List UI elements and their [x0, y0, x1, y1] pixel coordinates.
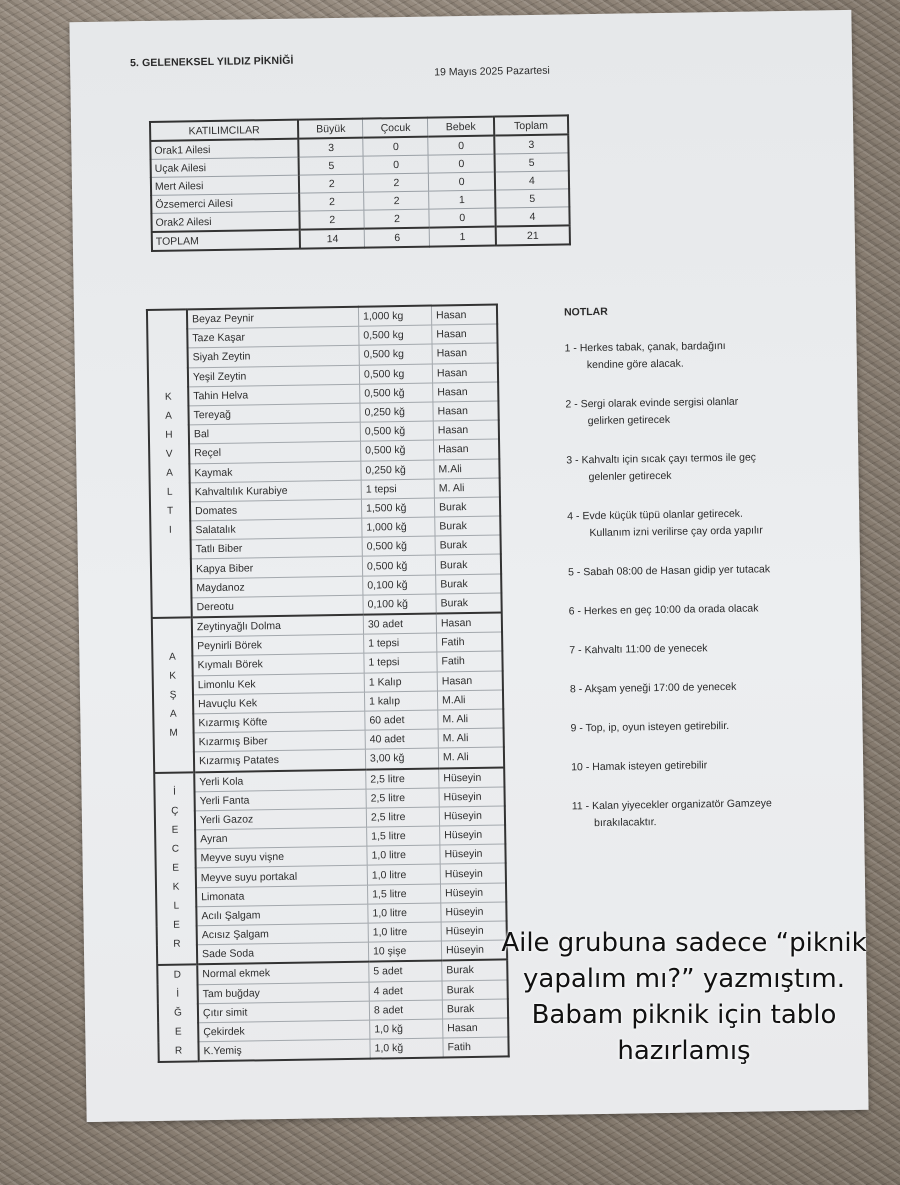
item-assignee: Hasan	[437, 671, 503, 691]
note-item	[569, 638, 839, 659]
note-number: 5 -	[568, 566, 581, 579]
adult-count: 5	[299, 156, 364, 175]
grand-total: 21	[496, 225, 570, 245]
note-text-continued: gelenler getirecek	[588, 469, 672, 484]
baby-count: 0	[429, 172, 495, 191]
item-assignee: Hasan	[433, 420, 499, 440]
item-assignee: Hüseyin	[439, 806, 505, 826]
note-number: 6 -	[568, 605, 582, 618]
item-name: Reçel	[189, 442, 361, 464]
family-name: Mert Ailesi	[151, 175, 299, 195]
item-quantity: 1,0 kğ	[370, 1019, 443, 1039]
item-assignee: Hüseyin	[440, 844, 506, 864]
category-label-i̇çecekler	[154, 772, 197, 965]
baby-count: 1	[429, 190, 495, 209]
adult-count: 2	[299, 174, 364, 193]
item-assignee: Hüseyin	[441, 921, 507, 941]
item-name: Limonlu Kek	[193, 673, 365, 695]
note-text: Akşam yeneği 17:00 de yenecek	[584, 680, 737, 696]
category-label-di̇ğer	[157, 965, 199, 1063]
item-quantity: 8 adet	[369, 1000, 442, 1020]
item-quantity: 0,100 kğ	[363, 594, 436, 615]
category-label-akşam	[152, 617, 194, 772]
note-text: Kahvaltı için sıcak çayı termos ile geç	[581, 451, 757, 467]
item-assignee: Fatih	[437, 651, 503, 671]
item-quantity: 1,0 litre	[367, 864, 440, 884]
note-number: 11 -	[571, 800, 590, 813]
item-name: Yeşil Zeytin	[188, 365, 360, 387]
category-letter: T	[166, 505, 174, 517]
item-name: Tam buğday	[198, 982, 370, 1004]
item-assignee: Hasan	[443, 1018, 509, 1038]
col-header-participants: KATILIMCILAR	[150, 120, 298, 141]
item-name: Limonata	[196, 885, 368, 907]
note-number: 9 -	[570, 722, 583, 735]
category-letter: H	[165, 429, 173, 441]
item-name: Domates	[190, 499, 362, 521]
item-quantity: 1,0 litre	[367, 845, 440, 865]
item-name: Tahin Helva	[188, 384, 360, 406]
category-letter: E	[172, 863, 180, 875]
item-quantity: 1,000 kg	[358, 306, 431, 327]
item-assignee: Burak	[435, 516, 501, 536]
item-name: Normal ekmek	[197, 962, 369, 984]
note-number: 1 -	[564, 342, 577, 355]
row-total: 3	[494, 134, 568, 154]
item-assignee: Fatih	[437, 632, 503, 652]
note-number: 10 -	[571, 761, 590, 774]
item-name: Salatalık	[190, 518, 362, 540]
item-assignee: Burak	[442, 980, 508, 1000]
item-quantity: 1 Kalıp	[364, 672, 437, 692]
child-count: 2	[364, 209, 429, 229]
baby-count: 0	[428, 154, 494, 173]
family-name: Özsemerci Ailesi	[151, 193, 299, 213]
item-assignee: Hasan	[436, 612, 502, 633]
item-name: Kapya Biber	[191, 557, 363, 579]
item-name: Maydanoz	[191, 576, 363, 598]
caption-line: Aile grubuna sadece “piknik	[501, 928, 867, 958]
item-name: Yerli Fanta	[195, 789, 367, 811]
note-item	[570, 716, 840, 737]
category-letter: C	[171, 844, 180, 856]
notes-list	[564, 336, 842, 832]
item-assignee: M.Ali	[437, 690, 503, 710]
category-letter: A	[169, 708, 177, 720]
item-quantity: 0,500 kg	[359, 344, 432, 364]
participants-table	[149, 114, 571, 252]
item-assignee: Hasan	[432, 363, 498, 383]
adult-count: 2	[299, 210, 364, 230]
note-item	[572, 794, 843, 832]
adult-count: 2	[299, 192, 364, 211]
category-letter: R	[174, 1045, 183, 1058]
item-quantity: 4 adet	[369, 981, 442, 1001]
item-name: Yerli Gazoz	[195, 808, 367, 830]
family-name: Orak2 Ailesi	[151, 211, 299, 232]
category-letter: R	[173, 939, 181, 951]
item-assignee: M.Ali	[434, 459, 500, 479]
note-item	[569, 599, 839, 620]
caption-line: hazırlamış	[617, 1036, 751, 1066]
item-assignee: Hüseyin	[440, 883, 506, 903]
item-assignee: Hüseyin	[441, 940, 507, 961]
item-assignee: Burak	[442, 960, 508, 981]
note-item	[570, 677, 840, 698]
item-assignee: Burak	[435, 535, 501, 555]
item-name: Beyaz Peynir	[187, 307, 359, 329]
item-row	[158, 1037, 508, 1062]
item-assignee: Hüseyin	[440, 825, 506, 845]
note-text: Kahvaltı 11:00 de yenecek	[584, 642, 708, 657]
item-name: Tatlı Biber	[191, 537, 363, 559]
category-letter: E	[171, 825, 179, 837]
category-letter: D	[173, 969, 182, 982]
total-child: 6	[365, 228, 430, 248]
note-item	[568, 560, 838, 581]
item-name: Kızarmış Köfte	[193, 711, 365, 733]
note-item	[567, 504, 838, 542]
item-quantity: 1 kalıp	[364, 691, 437, 711]
col-header-baby: Bebek	[428, 117, 494, 137]
item-name: Peynirli Börek	[192, 634, 364, 656]
category-letter: I	[168, 524, 172, 536]
item-quantity: 1,0 kğ	[370, 1038, 443, 1059]
item-name: Dereotu	[191, 595, 363, 617]
item-quantity: 0,500 kg	[359, 325, 432, 345]
family-name: Uçak Ailesi	[151, 157, 299, 177]
child-count: 2	[364, 173, 429, 192]
note-item	[564, 336, 835, 374]
note-number: 7 -	[569, 644, 582, 657]
item-assignee: Burak	[442, 999, 508, 1019]
row-total: 4	[495, 171, 569, 190]
category-letter: Ğ	[174, 1007, 182, 1020]
item-name: Taze Kaşar	[187, 326, 359, 348]
row-total: 5	[495, 189, 569, 208]
note-text-continued: kendine göre alacak.	[586, 357, 684, 372]
item-assignee: Hüseyin	[439, 787, 505, 807]
item-quantity: 0,250 kğ	[361, 460, 434, 480]
category-letter: İ	[173, 787, 176, 799]
item-assignee: Burak	[436, 593, 502, 614]
category-letter: K	[164, 391, 172, 403]
item-quantity: 1 tepsi	[361, 479, 434, 499]
category-letter: A	[168, 651, 176, 663]
item-name: Acısız Şalgam	[197, 923, 369, 945]
food-items-table	[146, 304, 510, 1064]
item-quantity: 2,5 litre	[366, 788, 439, 808]
note-item	[566, 448, 837, 486]
item-assignee: M. Ali	[438, 728, 504, 748]
item-assignee: Hüseyin	[440, 863, 506, 883]
item-name: Kızarmış Patates	[194, 749, 366, 771]
category-letter: A	[166, 467, 173, 479]
note-text-continued: Kullanım izni verilirse çay orda yapılır	[589, 524, 763, 540]
category-letter: K	[172, 882, 180, 894]
adult-count: 3	[298, 138, 363, 158]
item-assignee: Hüseyin	[439, 767, 505, 788]
item-name: Meyve suyu portakal	[196, 866, 368, 888]
item-quantity: 10 şişe	[368, 941, 441, 962]
item-assignee: M. Ali	[434, 478, 500, 498]
item-assignee: M. Ali	[438, 709, 504, 729]
col-header-total: Toplam	[494, 115, 568, 135]
caption-line: Babam piknik için tablo	[531, 1000, 837, 1030]
item-quantity: 0,250 kğ	[360, 402, 433, 422]
category-letter: Ç	[171, 806, 179, 818]
item-name: Ayran	[195, 827, 367, 849]
category-letter: L	[173, 901, 180, 913]
item-name: Kızarmış Biber	[194, 730, 366, 752]
overlay-caption	[468, 925, 900, 1069]
note-text: Hamak isteyen getirebilir	[592, 759, 708, 774]
total-label: TOPLAM	[152, 230, 300, 251]
item-assignee: Hasan	[432, 324, 498, 344]
item-assignee: Fatih	[443, 1037, 509, 1058]
document-title: 5. GELENEKSEL YILDIZ PİKNİĞİ	[129, 54, 294, 70]
note-text: Sergi olarak evinde sergisi olanlar	[580, 395, 739, 411]
item-quantity: 5 adet	[369, 961, 442, 982]
category-letter: A	[165, 410, 173, 422]
notes-section	[564, 302, 843, 854]
note-number: 3 -	[566, 454, 579, 467]
item-name: Siyah Zeytin	[188, 346, 360, 368]
child-count: 2	[364, 191, 429, 210]
item-name: Meyve suyu vişne	[195, 846, 367, 868]
note-text: Top, ip, oyun isteyen getirebilir.	[585, 719, 730, 735]
baby-count: 0	[428, 136, 494, 156]
note-item	[565, 392, 836, 430]
note-text: Evde küçük tüpü olanlar getirecek.	[582, 507, 744, 523]
note-text-continued: gelirken getirecek	[587, 413, 671, 428]
item-quantity: 60 adet	[365, 710, 438, 730]
item-assignee: Hasan	[433, 382, 499, 402]
item-name: Kıymalı Börek	[192, 654, 364, 676]
item-name: Yerli Kola	[194, 769, 366, 791]
item-quantity: 0,500 kğ	[360, 383, 433, 403]
note-text: Herkes en geç 10:00 da orada olacak	[583, 602, 759, 618]
item-name: Kahvaltılık Kurabiye	[190, 480, 362, 502]
note-number: 8 -	[569, 683, 583, 696]
item-quantity: 0,500 kğ	[360, 421, 433, 441]
item-quantity: 30 adet	[363, 614, 436, 635]
notes-title: NOTLAR	[563, 305, 608, 319]
item-assignee: Burak	[434, 497, 500, 517]
document-date: 19 Mayıs 2025 Pazartesi	[434, 64, 550, 79]
item-name: Tereyağ	[188, 403, 360, 425]
item-assignee: Burak	[436, 574, 502, 594]
category-letter: M	[169, 727, 178, 739]
category-letter: K	[169, 670, 177, 682]
item-name: K.Yemiş	[198, 1039, 370, 1061]
col-header-adult: Büyük	[298, 119, 363, 139]
item-quantity: 2,5 litre	[366, 768, 439, 789]
item-quantity: 3,00 kğ	[365, 748, 438, 769]
item-quantity: 1 tepsi	[364, 652, 437, 672]
item-quantity: 40 adet	[365, 729, 438, 749]
note-text: Sabah 08:00 de Hasan gidip yer tutacak	[583, 563, 771, 579]
item-quantity: 1,000 kğ	[362, 517, 435, 537]
category-letter: V	[165, 448, 173, 460]
item-quantity: 1,0 litre	[368, 903, 441, 923]
item-assignee: M. Ali	[438, 747, 504, 768]
note-text: Kalan yiyecekler organizatör Gamzeye	[591, 797, 772, 813]
family-name: Orak1 Ailesi	[150, 139, 298, 160]
item-assignee: Hasan	[431, 305, 497, 326]
item-quantity: 0,100 kğ	[363, 575, 436, 595]
item-quantity: 1 tepsi	[364, 633, 437, 653]
item-name: Kaymak	[189, 461, 361, 483]
category-letter: Ş	[169, 689, 177, 701]
baby-count: 0	[429, 208, 495, 228]
item-name: Havuçlu Kek	[193, 692, 365, 714]
item-quantity: 0,500 kg	[359, 364, 432, 384]
item-quantity: 1,0 litre	[368, 922, 441, 942]
item-assignee: Hasan	[432, 343, 498, 363]
category-letter: L	[166, 486, 173, 498]
col-header-child: Çocuk	[363, 118, 428, 138]
row-total: 4	[495, 207, 569, 227]
item-assignee: Hasan	[433, 401, 499, 421]
item-assignee: Hasan	[434, 439, 500, 459]
note-item	[571, 755, 841, 776]
item-name: Çıtır simit	[198, 1001, 370, 1023]
item-quantity: 1,5 litre	[367, 884, 440, 904]
row-total: 5	[494, 153, 568, 172]
item-assignee: Hüseyin	[441, 902, 507, 922]
item-name: Acılı Şalgam	[196, 904, 368, 926]
item-name: Çekirdek	[198, 1020, 370, 1042]
note-number: 4 -	[567, 510, 580, 523]
note-text-continued: bırakılacaktır.	[593, 816, 657, 830]
category-letter: E	[173, 920, 181, 932]
item-quantity: 0,500 kğ	[361, 440, 434, 460]
caption-line: yapalım mı?” yazmıştım.	[523, 964, 845, 994]
item-assignee: Burak	[435, 554, 501, 574]
item-quantity: 1,5 litre	[367, 826, 440, 846]
note-text: Herkes tabak, çanak, bardağını	[579, 339, 726, 355]
category-letter: İ	[176, 988, 180, 1001]
category-label-kahvalti	[147, 309, 192, 618]
total-adult: 14	[300, 229, 365, 249]
item-name: Sade Soda	[197, 942, 369, 964]
item-quantity: 2,5 litre	[366, 807, 439, 827]
note-number: 2 -	[565, 398, 578, 411]
item-quantity: 0,500 kğ	[362, 555, 435, 575]
category-letter: E	[174, 1026, 182, 1039]
item-quantity: 1,500 kğ	[361, 498, 434, 518]
total-baby: 1	[430, 227, 496, 247]
child-count: 0	[363, 137, 428, 157]
child-count: 0	[363, 155, 428, 174]
item-name: Zeytinyağlı Dolma	[192, 615, 364, 637]
item-quantity: 0,500 kğ	[362, 536, 435, 556]
item-name: Bal	[189, 422, 361, 444]
